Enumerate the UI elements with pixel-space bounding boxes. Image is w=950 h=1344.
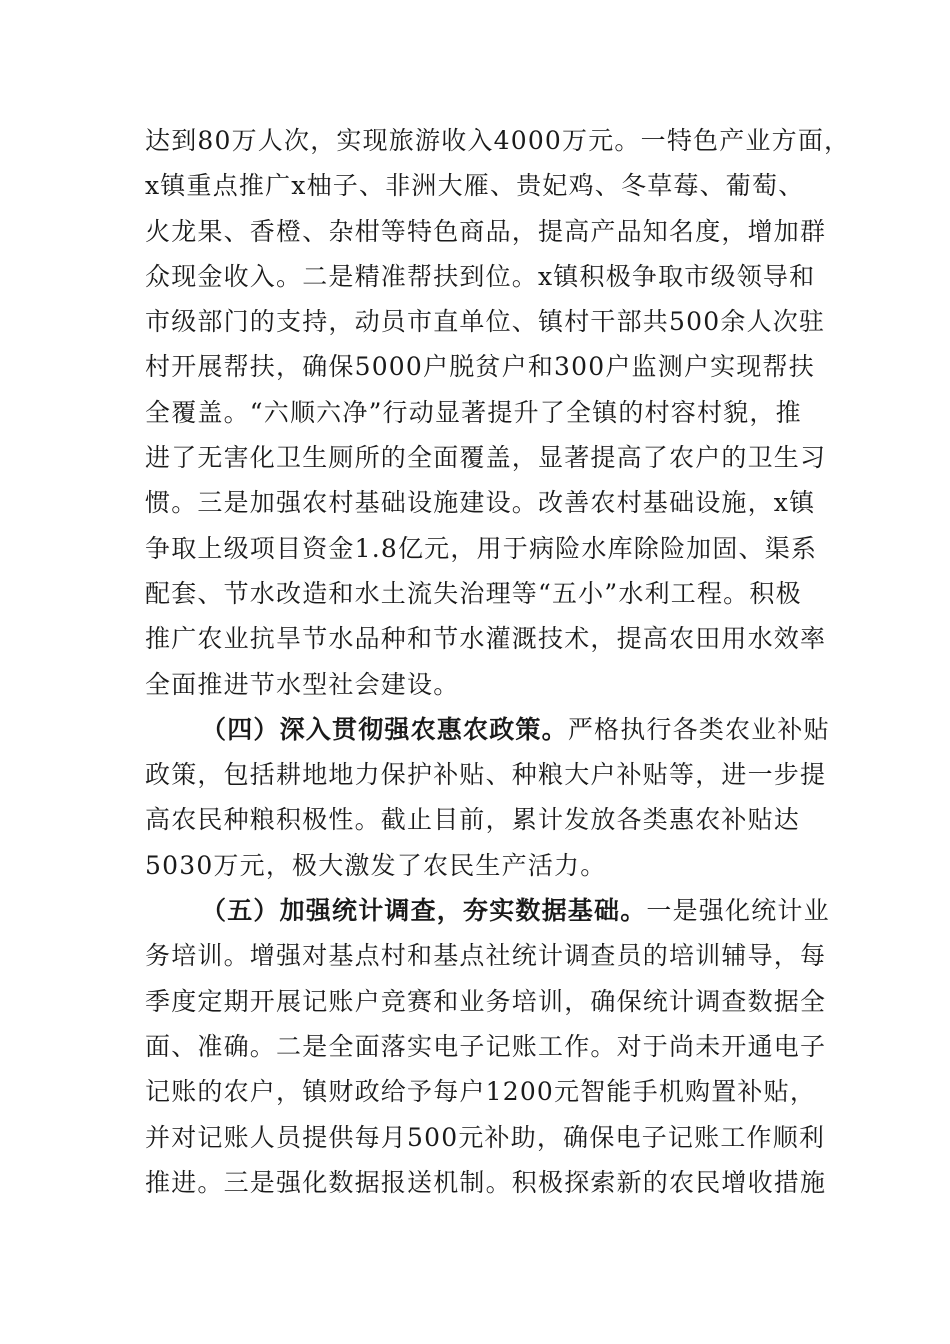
text-line: 推广农业抗旱节水品种和节水灌溉技术，提高农田用水效率 bbox=[145, 624, 827, 654]
body-text bbox=[145, 118, 851, 1205]
text-line: 全面推进节水型社会建设。 bbox=[145, 669, 460, 699]
text-line: 配套、节水改造和水土流失治理等“五小”水利工程。积极 bbox=[145, 578, 802, 608]
text-line: 记账的农户，镇财政给予每户1200元智能手机购置补贴， bbox=[145, 1077, 817, 1107]
section-heading-five: （五）加强统计调查，夯实数据基础。 bbox=[201, 896, 647, 926]
text-line: 众现金收入。二是精准帮扶到位。x镇积极争取市级领导和 bbox=[145, 261, 816, 291]
section-five-first-line bbox=[145, 888, 830, 933]
text-line: 争取上级项目资金1.8亿元，用于病险水库除险加固、渠系 bbox=[145, 533, 818, 563]
text-line: x镇重点推广x柚子、非洲大雁、贵妃鸡、冬草莓、葡萄、 bbox=[145, 171, 805, 201]
text-line: 惯。三是加强农村基础设施建设。改善农村基础设施，x镇 bbox=[145, 488, 816, 518]
section-heading-four: （四）深入贯彻强农惠农政策。 bbox=[201, 714, 568, 744]
text-line: 面、准确。二是全面落实电子记账工作。对于尚未开通电子 bbox=[145, 1031, 827, 1061]
text-line: 5030万元，极大激发了农民生产活力。 bbox=[145, 850, 607, 880]
text-line: 推进。三是强化数据报送机制。积极探索新的农民增收措施 bbox=[145, 1167, 827, 1197]
text-line: 全覆盖。“六顺六净”行动显著提升了全镇的村容村貌，推 bbox=[145, 397, 802, 427]
text-line-rest: 严格执行各类农业补贴 bbox=[567, 714, 830, 744]
section-four-first-line bbox=[145, 707, 830, 752]
text-line: 政策，包括耕地地力保护补贴、种粮大户补贴等，进一步提 bbox=[145, 760, 827, 790]
text-line: 高农民种粮积极性。截止目前，累计发放各类惠农补贴达 bbox=[145, 805, 801, 835]
text-line: 市级部门的支持，动员市直单位、镇村干部共500余人次驻 bbox=[145, 307, 826, 337]
text-line-rest: 一是强化统计业 bbox=[646, 896, 830, 926]
text-line: 进了无害化卫生厕所的全面覆盖，显著提高了农户的卫生习 bbox=[145, 443, 827, 473]
text-line: 火龙果、香橙、杂柑等特色商品，提高产品知名度，增加群 bbox=[145, 216, 827, 246]
text-line: 务培训。增强对基点村和基点社统计调查员的培训辅导，每 bbox=[145, 941, 827, 971]
text-line: 季度定期开展记账户竞赛和业务培训，确保统计调查数据全 bbox=[145, 986, 827, 1016]
text-line: 并对记账人员提供每月500元补助，确保电子记账工作顺利 bbox=[145, 1122, 826, 1152]
text-line: 达到80万人次，实现旅游收入4000万元。一特色产业方面， bbox=[145, 126, 851, 155]
text-line: 村开展帮扶，确保5000户脱贫户和300户监测户实现帮扶 bbox=[145, 352, 815, 382]
